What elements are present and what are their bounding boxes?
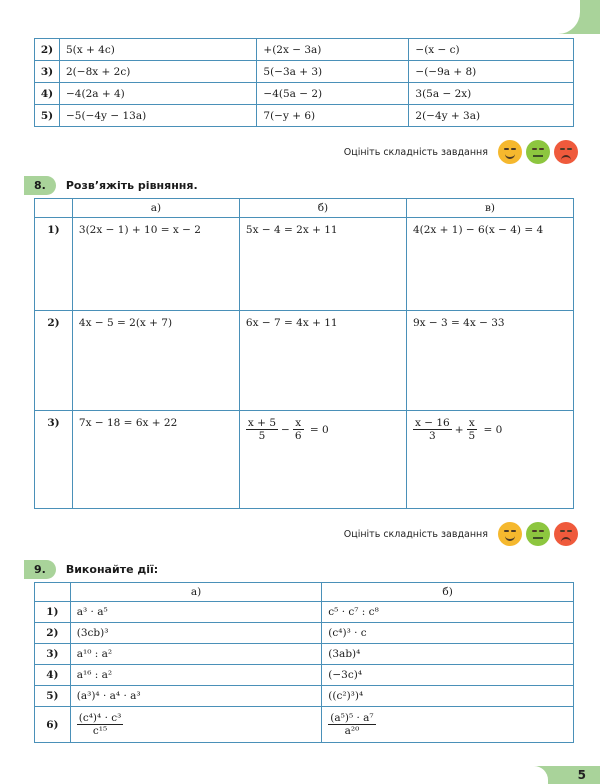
row-number: 3): [35, 61, 60, 83]
row-number: 5): [35, 686, 71, 707]
table-row: [35, 707, 574, 743]
row-number: 4): [35, 665, 71, 686]
expression-cell: a¹⁰ : a²: [70, 644, 322, 665]
task-8-header: [24, 176, 198, 195]
expression-cell: ((c²)³)⁴: [322, 686, 574, 707]
table-row: [35, 623, 574, 644]
expression-cell: (3cb)³: [70, 623, 322, 644]
table-cell: 2(−4y + 3a): [409, 105, 574, 127]
table-cell: 3(5a − 2x): [409, 83, 574, 105]
table-row: [35, 218, 574, 311]
table-cell: −5(−4y − 13a): [60, 105, 257, 127]
row-number: 6): [35, 707, 71, 743]
table-cell: 2(−8x + 2c): [60, 61, 257, 83]
table-cell: 5(x + 4c): [60, 39, 257, 61]
rating-label: Оцініть складність завдання: [343, 146, 488, 158]
row-number: 3): [35, 644, 71, 665]
table-row: [35, 644, 574, 665]
table-cell: 7(−y + 6): [257, 105, 409, 127]
fraction: $\frac{x - 16}{3}$: [414, 417, 450, 442]
rating-label: Оцініть складність завдання: [343, 528, 488, 540]
difficulty-rating: [344, 522, 578, 546]
expression-cell: [322, 707, 574, 743]
row-number: 2): [35, 39, 60, 61]
equation-cell: 6x − 7 = 4x + 11: [239, 311, 406, 411]
task-8-table: [34, 198, 574, 509]
fraction: $\frac{\text{(a⁵)⁵ · a⁷}}{\text{a²⁰}}$: [330, 712, 374, 737]
header-row: [35, 583, 574, 602]
task-9-table: [34, 582, 574, 743]
expression-cell: [70, 707, 322, 743]
medium-face-icon[interactable]: [526, 140, 550, 164]
task-title: Виконайте дії:: [65, 563, 159, 576]
expression-cell: (−3c)⁴: [322, 665, 574, 686]
expression-cell: c⁵ · c⁷ : c⁸: [322, 602, 574, 623]
equation-cell: 4x − 5 = 2(x + 7): [72, 311, 239, 411]
hard-face-icon[interactable]: [554, 140, 578, 164]
row-number: 2): [35, 623, 71, 644]
table-row: [35, 602, 574, 623]
difficulty-rating: [344, 140, 578, 164]
row-number: 5): [35, 105, 60, 127]
equation-cell: 3(2x − 1) + 10 = x − 2: [72, 218, 239, 311]
row-number: 3): [35, 411, 73, 509]
fraction: $\frac{x + 5}{5}$: [247, 417, 276, 442]
column-header: в): [406, 199, 573, 218]
expression-cell: (c⁴)³ · c: [322, 623, 574, 644]
top-banner-mask: [0, 0, 580, 34]
medium-face-icon[interactable]: [526, 522, 550, 546]
equation-cell: $\frac{x + 5}{5}$ − $\frac{x}{6}$ = 0: [239, 411, 406, 509]
equation-cell: 9x − 3 = 4x − 33: [406, 311, 573, 411]
column-header: а): [70, 583, 322, 602]
table-cell: −4(5a − 2): [257, 83, 409, 105]
column-header: б): [322, 583, 574, 602]
expression-cell: (a³)⁴ · a⁴ · a³: [70, 686, 322, 707]
row-number: 2): [35, 311, 73, 411]
hard-face-icon[interactable]: [554, 522, 578, 546]
column-header: б): [239, 199, 406, 218]
header-row: [35, 199, 574, 218]
column-header: а): [72, 199, 239, 218]
fraction: $\frac{x}{5}$: [468, 417, 476, 442]
equation-cell: 7x − 18 = 6x + 22: [72, 411, 239, 509]
table-row: [35, 311, 574, 411]
table-cell: 5(−3a + 3): [257, 61, 409, 83]
table-row: [35, 39, 574, 61]
table-row: [35, 61, 574, 83]
table-row: [35, 686, 574, 707]
equation-cell: $\frac{x - 16}{3}$ + $\frac{x}{5}$ = 0: [406, 411, 573, 509]
table-row: [35, 105, 574, 127]
fraction: $\frac{x}{6}$: [294, 417, 302, 442]
expression-cell: (3ab)⁴: [322, 644, 574, 665]
row-number: 4): [35, 83, 60, 105]
equation-cell: 5x − 4 = 2x + 11: [239, 218, 406, 311]
easy-face-icon[interactable]: [498, 522, 522, 546]
fraction: $\frac{\text{(c⁴)⁴ · c³}}{\text{c¹⁵}}$: [78, 712, 122, 737]
table-row: [35, 83, 574, 105]
easy-face-icon[interactable]: [498, 140, 522, 164]
top-table: [34, 38, 574, 127]
task-number: 8.: [24, 176, 56, 195]
expression-cell: a¹⁶ : a²: [70, 665, 322, 686]
table-row: [35, 665, 574, 686]
task-number: 9.: [24, 560, 56, 579]
row-number: 1): [35, 602, 71, 623]
table-cell: −4(2a + 4): [60, 83, 257, 105]
page-number: 5: [577, 768, 586, 782]
expression-cell: a³ · a⁵: [70, 602, 322, 623]
task-9-header: [24, 560, 158, 579]
bottom-banner-mask: [0, 766, 548, 784]
table-row: [35, 411, 574, 509]
equation-cell: 4(2x + 1) − 6(x − 4) = 4: [406, 218, 573, 311]
task-title: Розв’яжіть рівняння.: [65, 179, 198, 192]
row-number: 1): [35, 218, 73, 311]
table-cell: +(2x − 3a): [257, 39, 409, 61]
table-cell: −(x − c): [409, 39, 574, 61]
table-cell: −(−9a + 8): [409, 61, 574, 83]
